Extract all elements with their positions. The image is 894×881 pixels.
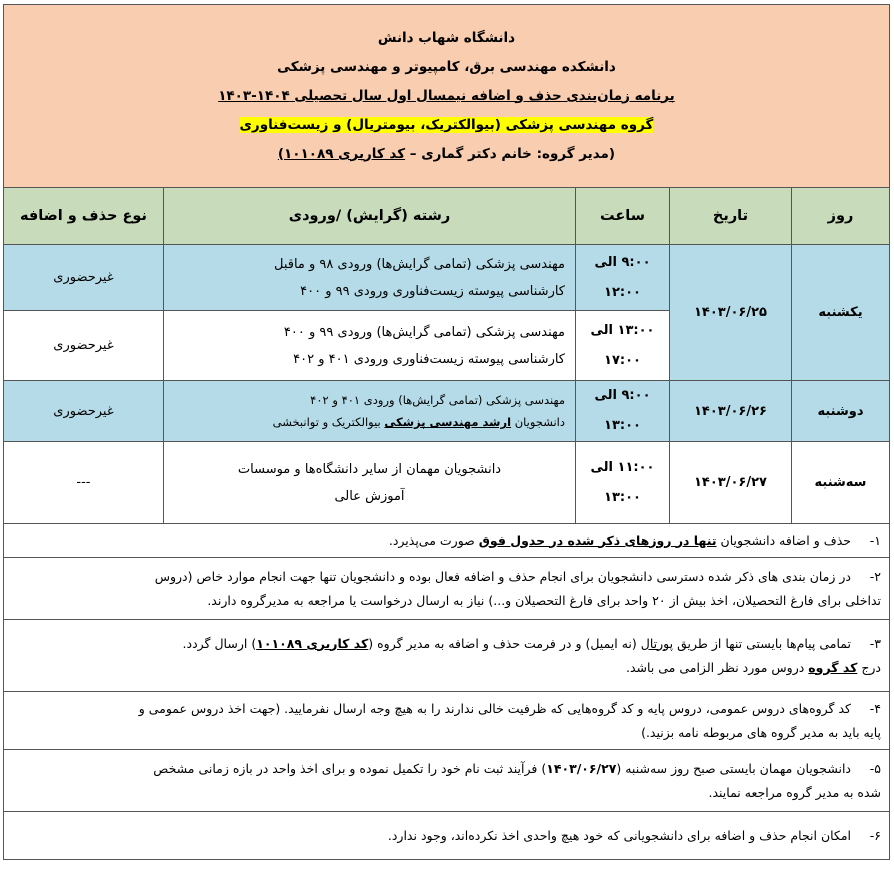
- program-title: برنامه زمان‌بندی حذف و اضافه نیمسال اول سال تحصیلی ۱۴۰۴-۱۴۰۳: [218, 87, 675, 104]
- time-cell: ۹:۰۰ الی ۱۲:۰۰: [576, 245, 670, 311]
- note-row: [3, 692, 889, 750]
- note-6: ۶-امکان انجام حذف و اضافه برای دانشجویانی که خود هیچ واحدی اخذ نکرده‌اند، وجود ندارد.: [3, 812, 889, 860]
- table-row: [3, 245, 889, 311]
- note-2: ۲-در زمان بندی های ذکر شده دسترسی دانشجویان برای انجام حذف و اضافه فعال بوده و دانشجویان تنها جهت انجام موارد خاص (دروس تداخلی برای فارغ التحصیلان، اخذ بیش از ۲۰ واحد برای فارغ التحصیلان و...) نیاز به ارسال درخواست یا مراجعه به مدیرگروه دارند.: [3, 558, 889, 620]
- col-type: نوع حذف و اضافه: [3, 188, 163, 245]
- note-row: [3, 620, 889, 692]
- type-cell: ---: [3, 442, 163, 524]
- manager-line: (مدیر گروه: خانم دکتر گماری – کد کاربری ۱۰۱۰۸۹): [277, 145, 616, 162]
- note-4: ۴-کد گروه‌های دروس عمومی، دروس پایه و کد گروه‌هایی که ظرفیت خالی ندارند را به هیچ وجه ارسال نفرمایید. (جهت اخذ دروس عمومی و پایه باید به مدیر گروه های مربوطه نامه بزنید.): [3, 692, 889, 750]
- table-row: [3, 381, 889, 442]
- type-cell: غیرحضوری: [3, 245, 163, 311]
- note-row: [3, 812, 889, 860]
- note-row: [3, 524, 889, 558]
- day-cell: دوشنبه: [792, 381, 890, 442]
- day-cell: سه‌شنبه: [792, 442, 890, 524]
- note-row: [3, 558, 889, 620]
- day-cell: یکشنبه: [792, 245, 890, 381]
- schedule-table: [3, 4, 890, 860]
- note-5: ۵-دانشجویان مهمان بایستی صبح روز سه‌شنبه (۱۴۰۳/۰۶/۲۷) فرآیند ثبت نام خود را تکمیل نموده و برای اخذ واحد در بازه زمانی مشخص شده به مدیر گروه مراجعه نمایند.: [3, 750, 889, 812]
- column-header-row: [3, 188, 889, 245]
- col-day: روز: [792, 188, 890, 245]
- document-header: [3, 5, 889, 188]
- note-row: [3, 750, 889, 812]
- type-cell: غیرحضوری: [3, 311, 163, 381]
- date-cell: ۱۴۰۳/۰۶/۲۵: [670, 245, 792, 381]
- group-name: گروه مهندسی پزشکی (بیوالکتریک، بیومتریال) و زیست‌فناوری: [239, 116, 654, 133]
- field-cell: مهندسی پزشکی (تمامی گرایش‌ها) ورودی ۹۹ و ۴۰۰ کارشناسی پیوسته زیست‌فناوری ورودی ۴۰۱ و ۴۰۲: [164, 311, 576, 381]
- manager-code: کد کاربری ۱۰۱۰۸۹): [277, 145, 406, 162]
- field-cell: مهندسی پزشکی (تمامی گرایش‌ها) ورودی ۹۸ و ماقبل کارشناسی پیوسته زیست‌فناوری ورودی ۹۹ و ۴۰۰: [164, 245, 576, 311]
- time-cell: ۱۱:۰۰ الی ۱۳:۰۰: [576, 442, 670, 524]
- faculty-name: دانشکده مهندسی برق، کامپیوتر و مهندسی پزشکی: [277, 58, 616, 75]
- time-cell: ۱۳:۰۰ الی ۱۷:۰۰: [576, 311, 670, 381]
- university-name: دانشگاه شهاب دانش: [377, 29, 516, 46]
- col-field: رشته (گرایش) /ورودی: [164, 188, 576, 245]
- date-cell: ۱۴۰۳/۰۶/۲۷: [670, 442, 792, 524]
- col-time: ساعت: [576, 188, 670, 245]
- schedule-document: [4, 4, 890, 860]
- note-3: ۳-تمامی پیام‌ها بایستی تنها از طریق پورتال (نه ایمیل) و در فرمت حذف و اضافه به مدیر گروه (کد کاربری ۱۰۱۰۸۹) ارسال گردد. درج کد گروه دروس مورد نظر الزامی می باشد.: [3, 620, 889, 692]
- type-cell: غیرحضوری: [3, 381, 163, 442]
- time-cell: ۹:۰۰ الی ۱۳:۰۰: [576, 381, 670, 442]
- col-date: تاریخ: [670, 188, 792, 245]
- field-cell: دانشجویان مهمان از سایر دانشگاه‌ها و موسسات آموزش عالی: [164, 442, 576, 524]
- date-cell: ۱۴۰۳/۰۶/۲۶: [670, 381, 792, 442]
- table-row: [3, 442, 889, 524]
- field-cell: مهندسی پزشکی (تمامی گرایش‌ها) ورودی ۴۰۱ و ۴۰۲ دانشجویان ارشد مهندسی پزشکی بیوالکتریک و توانبخشی: [164, 381, 576, 442]
- note-1: ۱-حذف و اضافه دانشجویان تنها در روزهای ذکر شده در جدول فوق صورت می‌پذیرد.: [3, 524, 889, 558]
